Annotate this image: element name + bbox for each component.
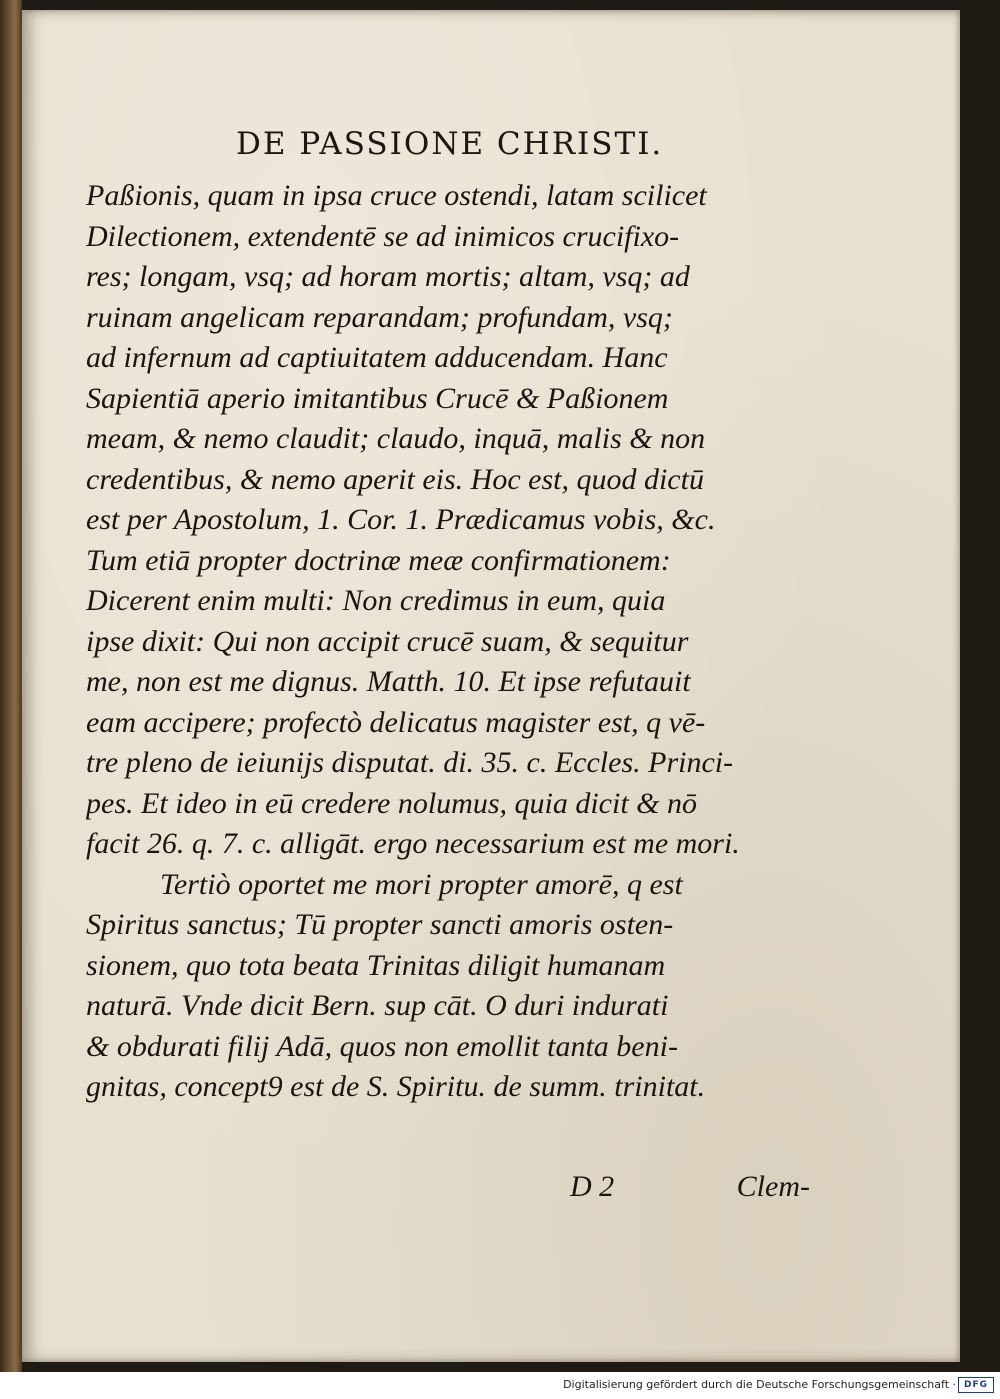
page-foot	[86, 1170, 810, 1214]
text-line: Spiritus sanctus; Tū propter sancti amoris osten-	[86, 908, 674, 941]
text-line: facit 26. q. 7. c. alligāt. ergo necessarium est me mori.	[86, 827, 740, 860]
text-line: Dicerent enim multi: Non credimus in eum, quia	[86, 584, 666, 617]
book-spine-edge	[0, 0, 22, 1372]
text-line: credentibus, & nemo aperit eis. Hoc est, quod dictū	[86, 462, 704, 496]
text-line: ad infernum ad captiuitatem adducendam. Hanc	[86, 341, 668, 374]
text-line: naturā. Vnde dicit Bern. sup cāt. O duri indurati	[86, 989, 669, 1022]
body-text	[86, 176, 816, 1108]
text-line: ipse dixit: Qui non accipit crucē suam, & sequitur	[86, 624, 689, 658]
text-line: sionem, quo tota beata Trinitas diligit humanam	[86, 948, 666, 982]
text-line: tre pleno de ieiunijs disputat. di. 35. c. Eccles. Princi-	[86, 746, 734, 779]
text-line: pes. Et ideo in eū credere nolumus, quia dicit & nō	[86, 786, 698, 820]
footer-credit: Digitalisierung gefördert durch die Deutsche Forschungsgemeinschaft ·	[563, 1378, 956, 1391]
text-line-indented: Tertiò oportet me mori propter amorē, q est	[160, 867, 683, 901]
text-line: res; longam, vsq; ad horam mortis; altam, vsq; ad	[86, 260, 690, 293]
text-line: est per Apostolum, 1. Cor. 1. Prædicamus vobis, &c.	[86, 503, 716, 536]
text-line: & obdurati filij Adā, quos non emollit tanta beni-	[86, 1029, 678, 1063]
footer-bar	[0, 1372, 1000, 1399]
text-line: eam accipere; profectò delicatus magister est, q vē-	[86, 705, 706, 739]
catchword: Clem-	[736, 1170, 810, 1203]
signature-mark: D 2	[570, 1170, 615, 1203]
text-line: meam, & nemo claudit; claudo, inquā, malis & non	[86, 422, 706, 455]
text-line: Tum etiā propter doctrinæ meæ confirmationem:	[86, 543, 671, 577]
running-head: DE PASSIONE CHRISTI.	[236, 126, 664, 162]
text-line: Dilectionem, extendentē se ad inimicos crucifixo-	[86, 219, 680, 253]
text-line: ruinam angelicam reparandam; profundam, vsq;	[86, 300, 673, 334]
text-line: Paßionis, quam in ipsa cruce ostendi, latam scilicet	[86, 179, 707, 212]
text-line: Sapientiā aperio imitantibus Crucē & Paßionem	[86, 381, 669, 415]
text-line: gnitas, concept9 est de S. Spiritu. de summ. trinitat.	[86, 1070, 706, 1103]
dfg-logo-icon: DFG	[958, 1377, 994, 1393]
text-line: me, non est me dignus. Matth. 10. Et ipse refutauit	[86, 665, 691, 698]
